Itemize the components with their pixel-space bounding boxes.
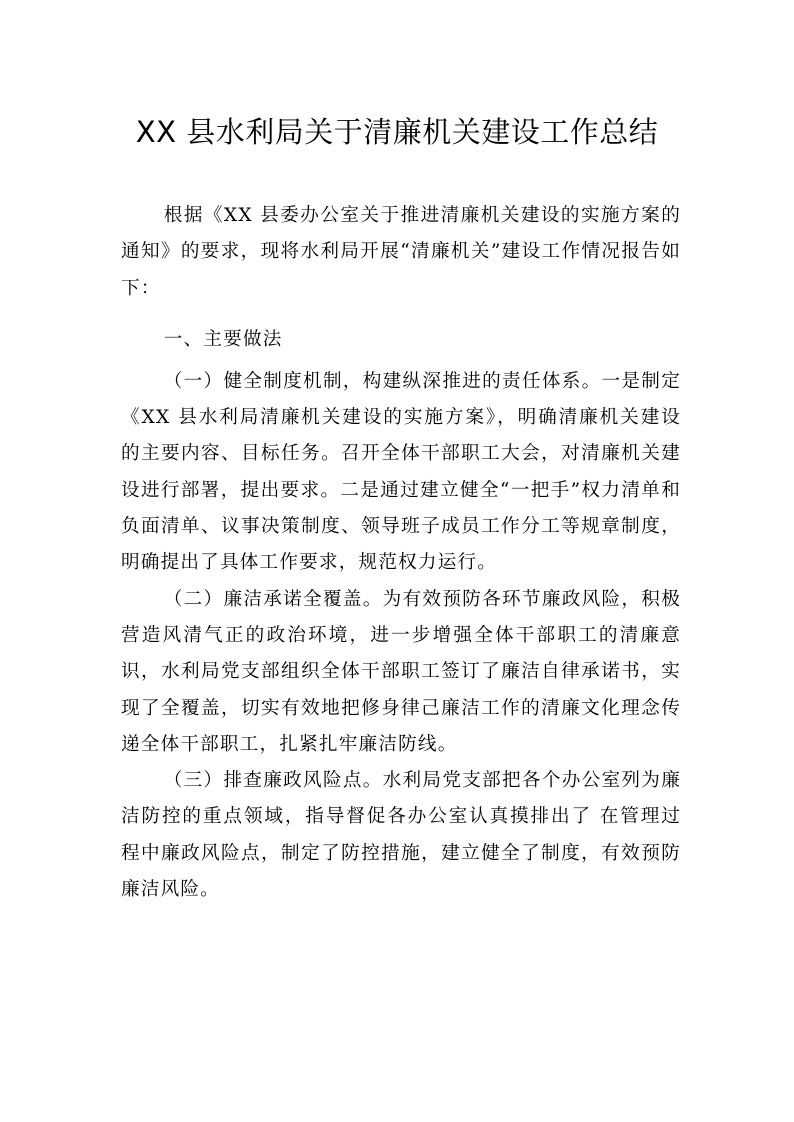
- document-body: [121, 198, 681, 908]
- body-paragraph-3: （三）排查廉政风险点。水利局党支部把各个办公室列为廉洁防控的重点领域，指导督促各办公室认真摸排出了 在管理过程中廉政风险点，制定了防控措施，建立健全了制度，有效预防廉洁风险。: [121, 770, 681, 901]
- body-paragraph-2: （二）廉洁承诺全覆盖。为有效预防各环节廉政风险，积极营造风清气正的政治环境，进一步增强全体干部职工的清廉意识，水利局党支部组织全体干部职工签订了廉洁自律承诺书，实现了全覆盖，切实有效地把修身律己廉洁工作的清廉文化理念传递全体干部职工，扎紧扎牢廉洁防线。: [121, 588, 681, 755]
- intro-paragraph: 根据《XX 县委办公室关于推进清廉机关建设的实施方案的通知》的要求，现将水利局开展“清廉机关”建设工作情况报告如下：: [121, 205, 681, 299]
- document-title: XX 县水利局关于清廉机关建设工作总结: [135, 115, 659, 149]
- section-heading: 一、主要做法: [163, 328, 283, 350]
- body-paragraph-1: （一）健全制度机制，构建纵深推进的责任体系。一是制定《XX 县水利局清廉机关建设的实施方案》，明确清廉机关建设的主要内容、目标任务。召开全体干部职工大会，对清廉机关建设进行部署，提出要求。二是通过建立健全“一把手”权力清单和负面清单、议事决策制度、领导班子成员工作分工等规章制度，明确提出了具体工作要求，规范权力运行。: [121, 370, 681, 574]
